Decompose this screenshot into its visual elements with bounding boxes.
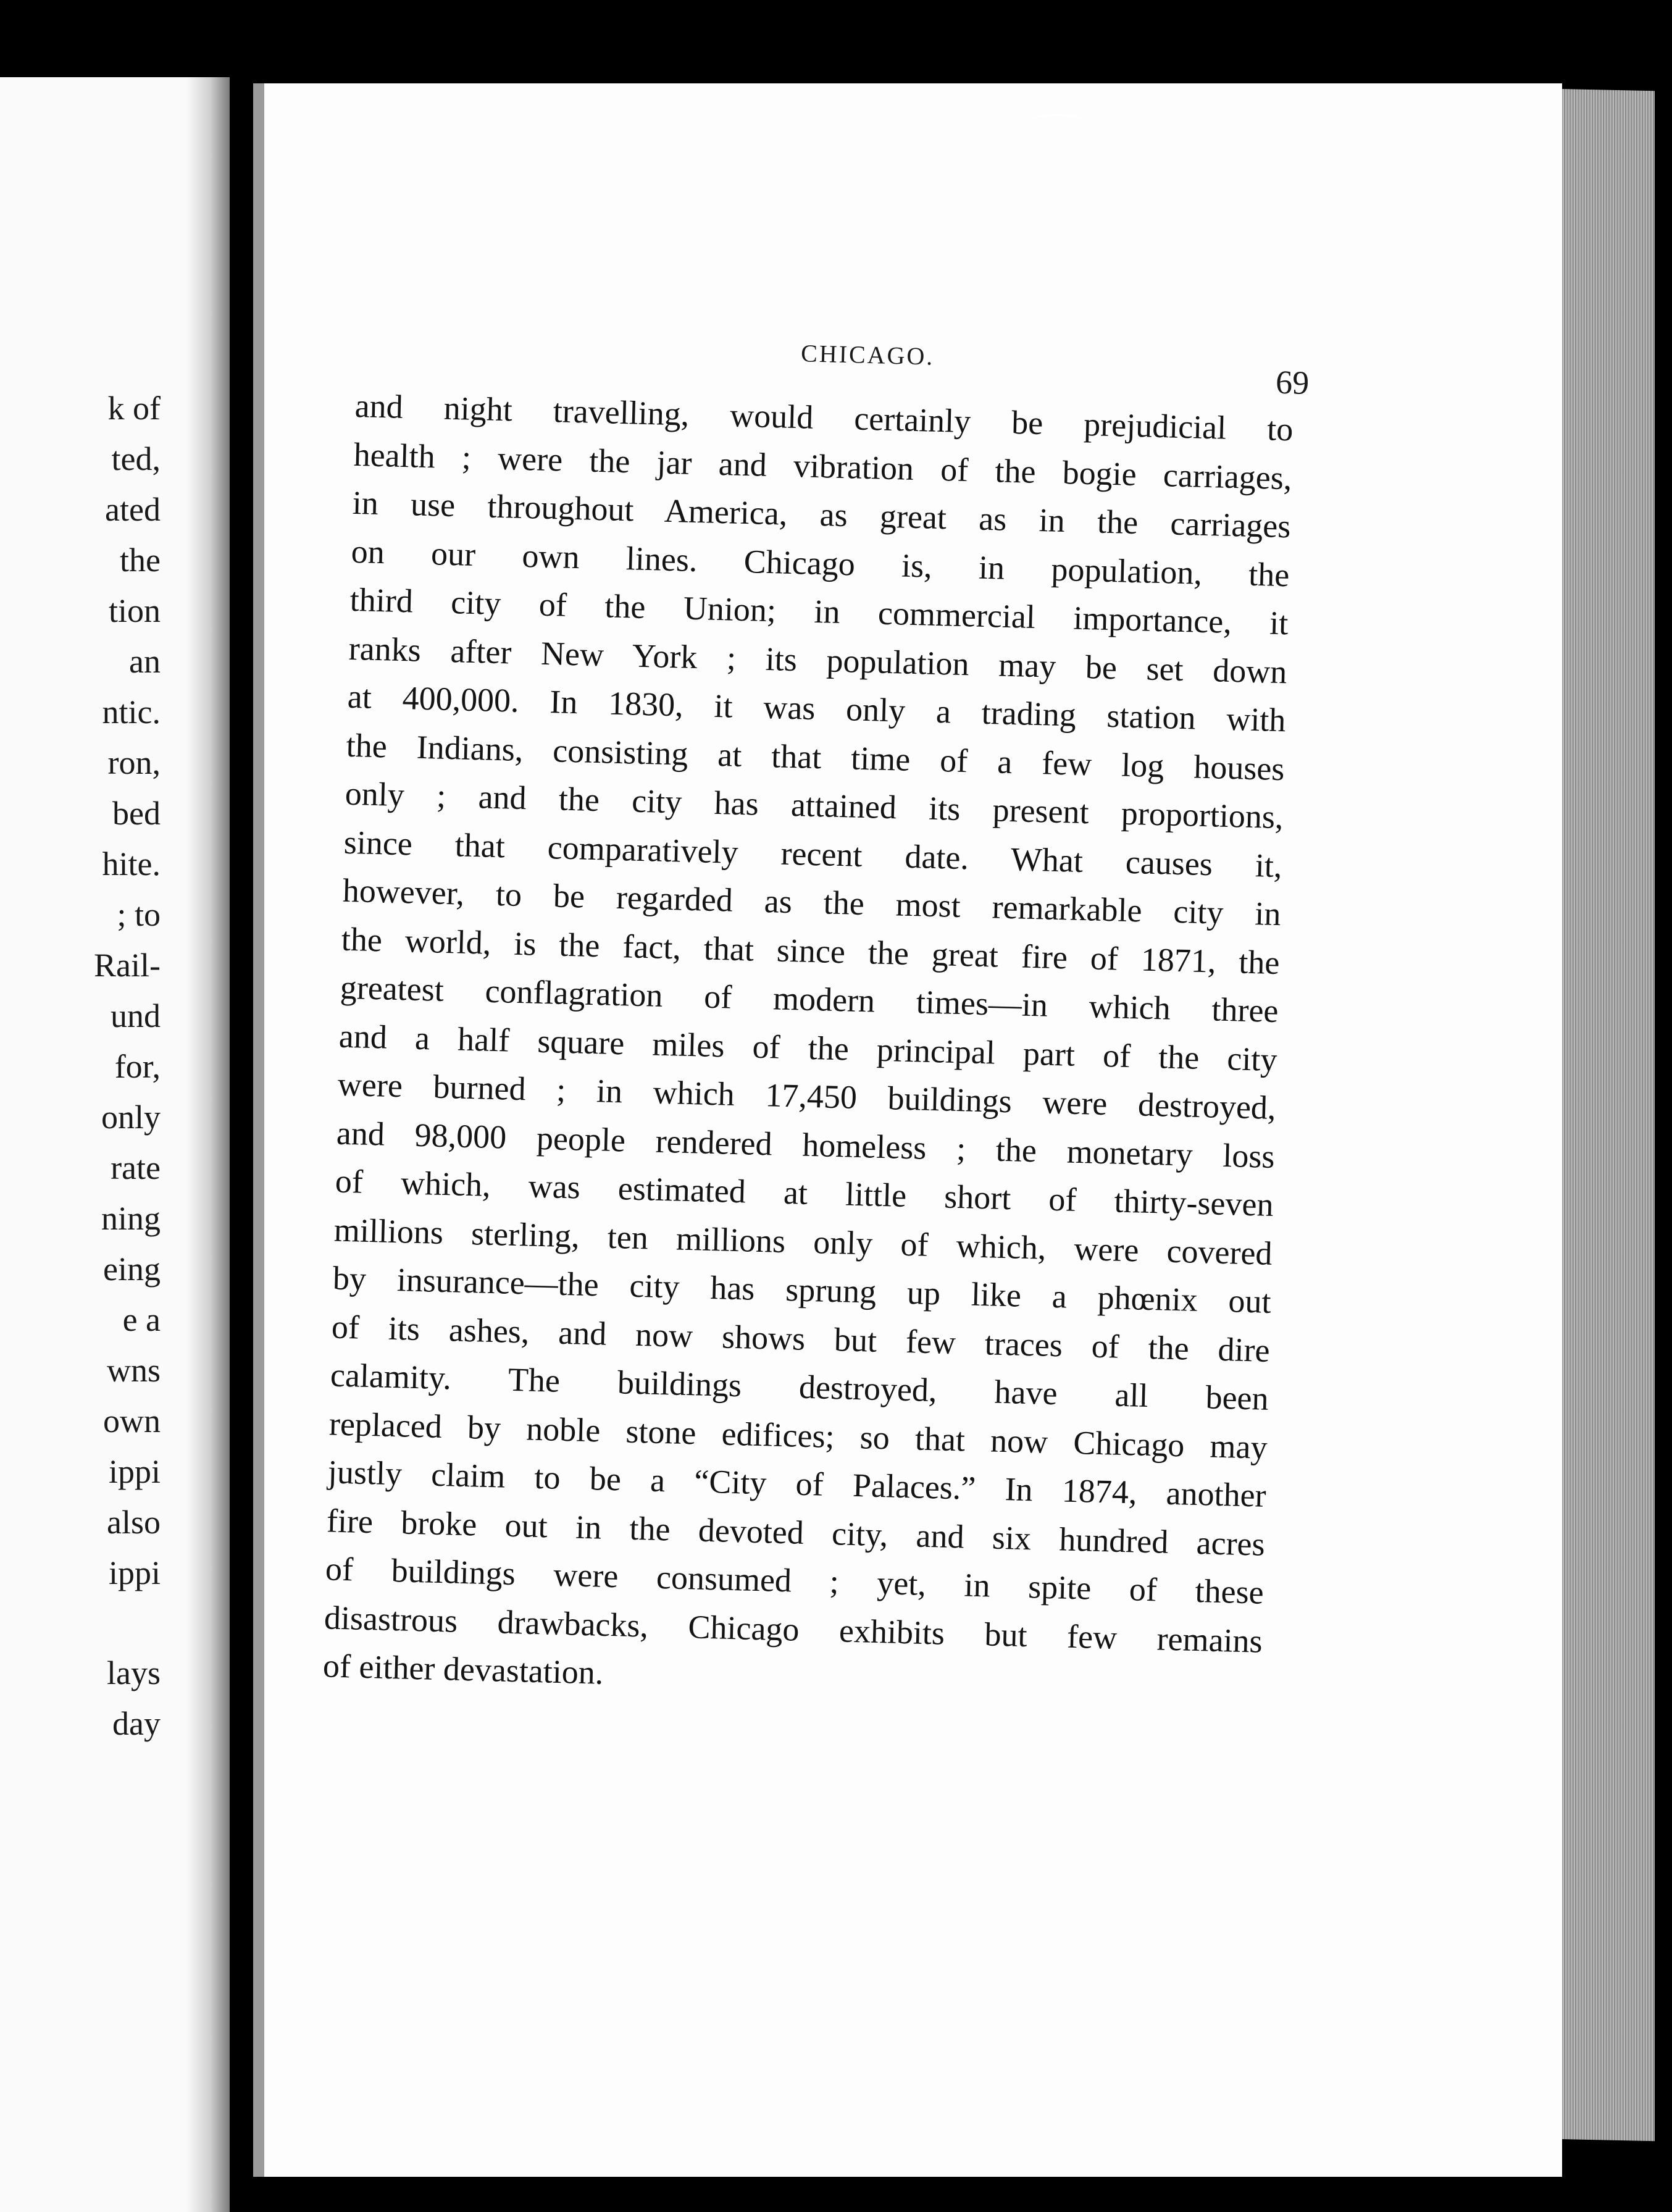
text-line: ranks after New York ; its population may be set down [348, 629, 1288, 690]
text-line: replaced by noble stone edifices; so that now Chicago may [328, 1404, 1268, 1466]
left-line-fragment: ippi [108, 1554, 161, 1591]
left-line-fragment: own [103, 1402, 161, 1439]
left-line-fragment: bed [112, 795, 161, 832]
right-page [253, 83, 1562, 2177]
text-line: justly claim to be a “City of Palaces.” In 1874, another [327, 1453, 1267, 1514]
left-line-fragment: for, [114, 1048, 161, 1085]
body-text [322, 382, 1294, 1714]
left-line-fragment: ron, [107, 744, 161, 781]
left-line-fragment: e a [122, 1301, 161, 1338]
left-line-fragment: also [107, 1504, 161, 1541]
left-line-fragment: Rail- [94, 947, 161, 984]
text-line: the world, is the fact, that since the great fire of 1871, the [341, 920, 1281, 981]
text-line: on our own lines. Chicago is, in population, the [351, 532, 1290, 593]
left-line-fragment: ated [105, 491, 161, 528]
left-line-fragment: rate [111, 1149, 161, 1186]
left-line-fragment: k of [107, 390, 161, 427]
scan-mark [1030, 114, 1085, 128]
left-page-text [0, 383, 161, 1749]
text-line: in use throughout America, as great as in the carriages [352, 484, 1292, 545]
left-line-fragment: ippi [108, 1453, 161, 1490]
text-line: health ; were the jar and vibration of the bogie carriages, [353, 435, 1293, 496]
left-line-fragment: only [101, 1099, 161, 1136]
left-line-fragment: an [129, 643, 161, 680]
page-content [322, 327, 1320, 1691]
left-line-fragment: eing [103, 1251, 161, 1288]
running-head: CHICAGO. [800, 339, 935, 371]
text-line: and a half square miles of the principal part of the city [338, 1017, 1278, 1078]
left-line-fragment: lays [107, 1654, 161, 1691]
text-line: only ; and the city has attained its present proportions, [345, 774, 1284, 836]
text-line: millions sterling, ten millions only of which, were covered [333, 1211, 1273, 1272]
left-line-fragment: ntic. [102, 693, 161, 731]
text-line: greatest conflagration of modern times—in which three [340, 968, 1279, 1030]
text-line: of which, was estimated at little short of thirty-seven [335, 1162, 1274, 1224]
text-line: disastrous drawbacks, Chicago exhibits but few remains [324, 1598, 1263, 1660]
text-line: the Indians, consisting at that time of a few log houses [346, 726, 1285, 787]
text-line: however, to be regarded as the most remarkable city in [342, 871, 1282, 933]
left-page [0, 77, 230, 2212]
left-line-fragment: the [120, 542, 161, 579]
left-line-fragment: ; to [117, 896, 161, 933]
text-line: by insurance—the city has sprung up like a phœnix out [332, 1259, 1272, 1320]
left-line-fragment: ning [101, 1200, 161, 1237]
text-line: since that comparatively recent date. What causes it, [343, 823, 1283, 884]
left-line-fragment: tion [108, 592, 161, 629]
text-line: calamity. The buildings destroyed, have all been [330, 1356, 1269, 1417]
left-line-fragment: ted, [111, 440, 161, 477]
text-line: of buildings were consumed ; yet, in spite of these [325, 1550, 1264, 1611]
gutter-shadow [186, 77, 230, 2212]
text-line: and night travelling, would certainly be prejudicial to [354, 387, 1294, 448]
text-line: third city of the Union; in commercial importance, it [349, 580, 1289, 642]
left-line-fragment: wns [106, 1352, 161, 1389]
text-line: of either devastation. [322, 1647, 604, 1691]
text-line: and 98,000 people rendered homeless ; the monetary loss [336, 1114, 1276, 1175]
text-line: at 400,000. In 1830, it was only a trading station with [347, 677, 1287, 739]
page-number: 69 [1275, 363, 1310, 402]
left-line-fragment: und [111, 997, 161, 1034]
left-line-fragment: day [112, 1705, 161, 1742]
text-line: were burned ; in which 17,450 buildings were destroyed, [337, 1065, 1277, 1127]
text-line: fire broke out in the devoted city, and six hundred acres [326, 1501, 1266, 1563]
left-line-fragment: hite. [102, 845, 161, 882]
text-line: of its ashes, and now shows but few traces of the dire [331, 1307, 1271, 1369]
